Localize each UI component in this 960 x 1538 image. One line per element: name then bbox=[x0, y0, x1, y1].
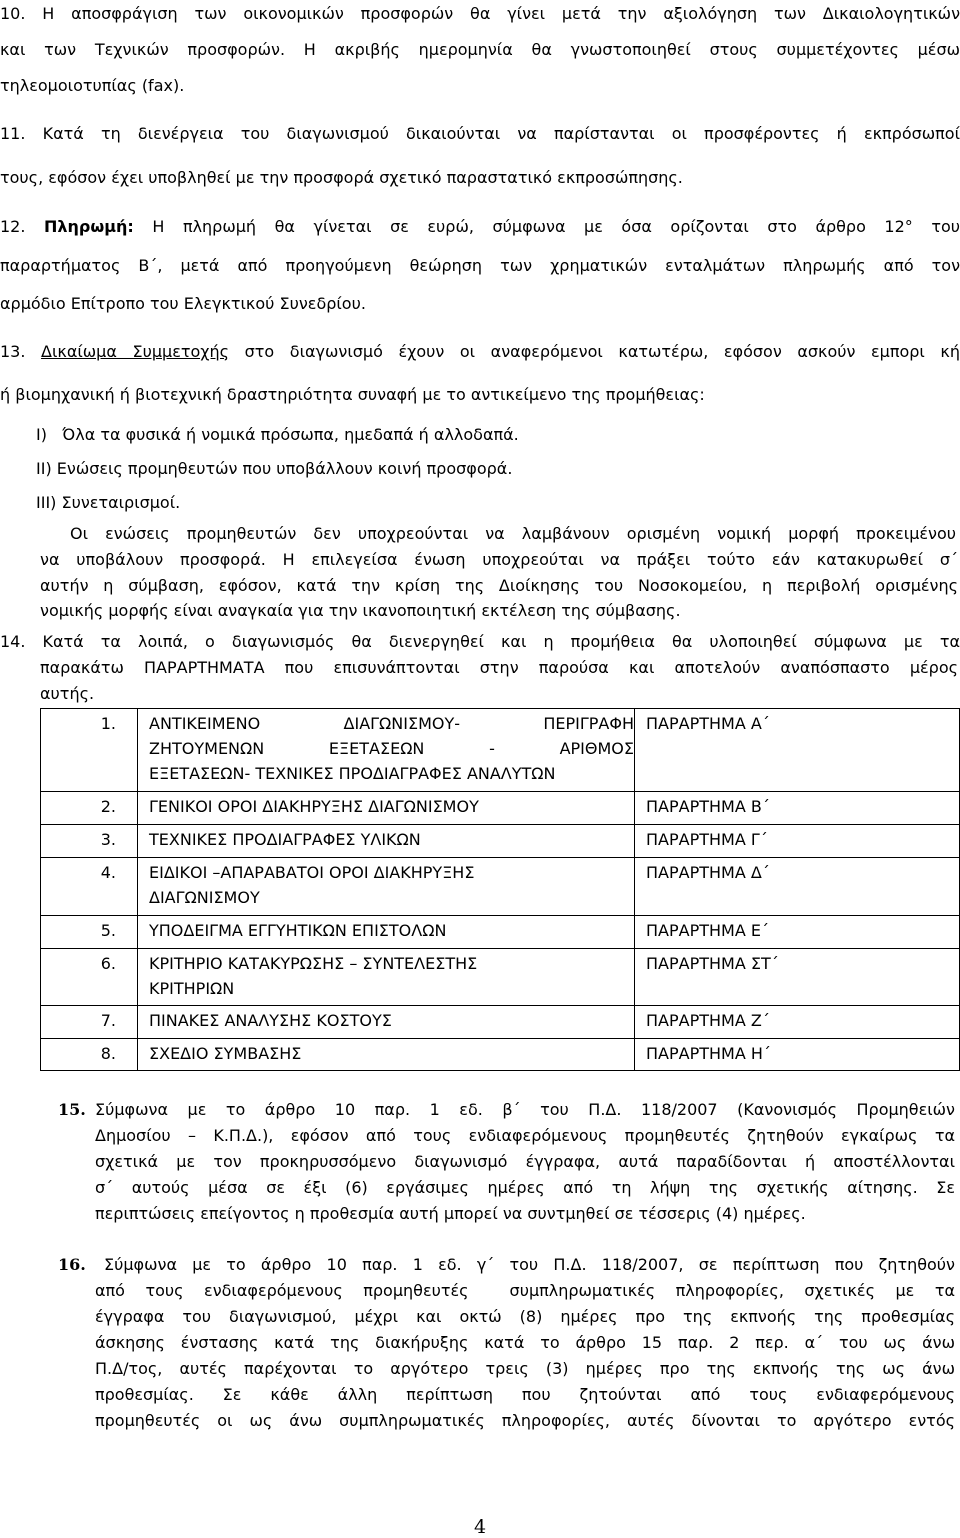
row-annex: ΠΑΡΑΡΤΗΜΑ Ε΄ bbox=[646, 921, 769, 940]
para-13-note-line-1: Οι ενώσεις προμηθευτών δεν υποχρεούνται να λαμβάνουν ορισμένη νομική μορφή προκειμένου bbox=[70, 524, 956, 543]
row-annex: ΠΑΡΑΡΤΗΜΑ Γ΄ bbox=[646, 830, 768, 849]
table-row bbox=[41, 858, 960, 916]
para-13-number: 13. bbox=[0, 342, 26, 361]
para-12-line-3: αρμόδιο Επίτροπο του Ελεγκτικού Συνεδρίου. bbox=[0, 294, 366, 313]
row-annex: ΠΑΡΑΡΤΗΜΑ Η΄ bbox=[646, 1044, 771, 1063]
para-11-line-2: τους, εφόσον έχει υποβληθεί με την προσφορά σχετικό παραστατικό εκπροσώπησης. bbox=[0, 168, 683, 187]
para-14-line-3: αυτής. bbox=[40, 684, 95, 703]
para-16-line-1: Σύμφωνα με το άρθρο 10 παρ. 1 εδ. γ΄ του Π.Δ. 118/2007, σε περίπτωση που ζητηθούν bbox=[104, 1255, 955, 1274]
para-12-text: Η πληρωμή θα γίνεται σε ευρώ, σύμφωνα με όσα ορίζονται στο άρθρο 12° του bbox=[152, 217, 960, 236]
para-14-line-1: 14. Κατά τα λοιπά, ο διαγωνισμός θα διενεργηθεί και η προμήθεια θα υλοποιηθεί σύμφωνα με τα bbox=[0, 632, 960, 651]
para-16-number: 16. bbox=[58, 1255, 86, 1274]
para-12-line-1 bbox=[0, 217, 960, 237]
table-row bbox=[41, 1006, 960, 1039]
para-13-note-line-4: νομικής μορφής είναι αναγκαία για την ικανοποιητική εκτέλεση της σύμβασης. bbox=[40, 601, 681, 620]
row-description: ΕΙΔΙΚΟΙ –ΑΠΑΡΑΒΑΤΟΙ ΟΡΟΙ ΔΙΑΚΗΡΥΞΗΣ bbox=[149, 863, 475, 882]
row-annex: ΠΑΡΑΡΤΗΜΑ ΣΤ΄ bbox=[646, 954, 779, 973]
row-description: ΤΕΧΝΙΚΕΣ ΠΡΟΔΙΑΓΡΑΦΕΣ ΥΛΙΚΩΝ bbox=[149, 830, 421, 849]
annex-table bbox=[40, 708, 960, 1071]
para-13-note-line-3: αυτήν η σύμβαση, εφόσον, κατά την κρίση της Διοίκησης του Νοσοκομείου, η περιβολή ορισμένης bbox=[40, 576, 958, 595]
para-14-line-2: παρακάτω ΠΑΡΑΡΤΗΜΑΤΑ που επισυνάπτονται στην παρούσα και αποτελούν αναπόσπαστο μέρος bbox=[40, 658, 958, 677]
para-16-line-7: προμηθευτές οι ως άνω συμπληρωματικές πληροφορίες, αυτές δίνονται το αργότερο εντός bbox=[95, 1411, 955, 1430]
table-row bbox=[41, 949, 960, 1006]
list-item: I) Όλα τα φυσικά ή νομικά πρόσωπα, ημεδαπά ή αλλοδαπά. bbox=[36, 425, 519, 444]
row-number: 8. bbox=[100, 1044, 116, 1063]
row-description: ΖΗΤΟΥΜΕΝΩΝ ΕΞΕΤΑΣΕΩΝ - ΑΡΙΘΜΟΣ bbox=[149, 739, 634, 758]
para-15-line-4: σ΄ αυτούς μέσα σε έξι (6) εργάσιμες ημέρες από τη λήψη της σχετικής αίτησης. Σε bbox=[95, 1178, 955, 1197]
para-10-line-2: και των Τεχνικών προσφορών. Η ακριβής ημερομηνία θα γνωστοποιηθεί στους συμμετέχοντες μέσω bbox=[0, 40, 960, 59]
para-12-line-2: παραρτήματος Β΄, μετά από προηγούμενη θεώρηση των χρηματικών ενταλμάτων πληρωμής από τον bbox=[0, 256, 960, 275]
para-16-line-4: άσκησης ένστασης κατά της διακήρυξης κατά το άρθρο 15 παρ. 2 περ. α΄ του ως άνω bbox=[95, 1333, 955, 1352]
row-description: ΑΝΤΙΚΕΙΜΕΝΟ ΔΙΑΓΩΝΙΣΜΟΥ- ΠΕΡΙΓΡΑΦΗ bbox=[149, 714, 634, 733]
para-15-number: 15. bbox=[58, 1100, 86, 1119]
para-13-heading: Δικαίωμα Συμμετοχής bbox=[41, 342, 230, 361]
para-16-line-3: έγγραφα του διαγωνισμού, μέχρι και οκτώ (8) ημέρες προ της εκπνοής της προθεσμίας bbox=[95, 1307, 955, 1326]
para-12-label: Πληρωμή: bbox=[44, 217, 134, 236]
row-description: ΚΡΙΤΗΡΙΟ ΚΑΤΑΚΥΡΩΣΗΣ – ΣΥΝΤΕΛΕΣΤΗΣ bbox=[149, 954, 478, 973]
para-13-note-line-2: να υποβάλουν προσφορά. Η επιλεγείσα ένωση υποχρεούται να πράξει τούτο εάν κατακυρωθεί σ΄ bbox=[40, 550, 958, 569]
para-10-line-3: τηλεομοιοτυπίας (fax). bbox=[0, 76, 185, 95]
para-15-line-3: σχετικά με τον προκηρυσσόμενο διαγωνισμό έγγραφα, αυτά παραδίδονται ή αποστέλλονται bbox=[95, 1152, 955, 1171]
row-annex: ΠΑΡΑΡΤΗΜΑ Β΄ bbox=[646, 797, 770, 816]
para-11-line-1: 11. Κατά τη διενέργεια του διαγωνισμού δικαιούνται να παρίστανται οι προσφέροντες ή εκπρόσωποί bbox=[0, 124, 960, 143]
row-number: 5. bbox=[100, 921, 116, 940]
row-number: 2. bbox=[100, 797, 116, 816]
table-row bbox=[41, 825, 960, 858]
para-16-line-2: από τους ενδιαφερόμενους προμηθευτές συμπληρωματικές πληροφορίες, σχετικές με τα bbox=[95, 1281, 955, 1300]
row-annex: ΠΑΡΑΡΤΗΜΑ Α΄ bbox=[646, 714, 770, 733]
para-15-line-2: Δημοσίου – Κ.Π.Δ.), εφόσον από τους ενδιαφερόμενους προμηθευτές ζητηθούν εγκαίρως τα bbox=[95, 1126, 955, 1145]
list-item: III) Συνεταιρισμοί. bbox=[36, 493, 181, 512]
para-10-line-1: 10. Η αποσφράγιση των οικονομικών προσφορών θα γίνει μετά την αξιολόγηση των Δικαιολογητικών bbox=[0, 4, 960, 23]
para-13-text: στο διαγωνισμό έχουν οι αναφερόμενοι κατωτέρω, εφόσον ασκούν εμπορι κή bbox=[244, 342, 960, 361]
row-number: 4. bbox=[100, 863, 116, 882]
row-annex: ΠΑΡΑΡΤΗΜΑ Ζ΄ bbox=[646, 1011, 770, 1030]
para-13-line-1 bbox=[0, 342, 960, 362]
row-description: ΠΙΝΑΚΕΣ ΑΝΑΛΥΣΗΣ ΚΟΣΤΟΥΣ bbox=[149, 1011, 392, 1030]
para-13-line-2: ή βιομηχανική ή βιοτεχνική δραστηριότητα συναφή με το αντικείμενο της προμήθειας: bbox=[0, 385, 705, 404]
para-16-line-6: προθεσμίας. Σε κάθε άλλη περίπτωση που ζητούνται από τους ενδιαφερόμενους bbox=[95, 1385, 955, 1404]
row-number: 7. bbox=[100, 1011, 116, 1030]
para-15-line-1: Σύμφωνα με το άρθρο 10 παρ. 1 εδ. β΄ του Π.Δ. 118/2007 (Κανονισμός Προμηθειών bbox=[95, 1100, 955, 1119]
row-number: 6. bbox=[100, 954, 116, 973]
list-item: II) Ενώσεις προμηθευτών που υποβάλλουν κοινή προσφορά. bbox=[36, 459, 513, 478]
para-15-line-5: περιπτώσεις επείγοντος η προθεσμία αυτή μπορεί να συντμηθεί σε τέσσερις (4) ημέρες. bbox=[95, 1204, 806, 1223]
row-number: 3. bbox=[100, 830, 116, 849]
table-row bbox=[41, 916, 960, 949]
para-12-number: 12. bbox=[0, 217, 26, 236]
row-annex: ΠΑΡΑΡΤΗΜΑ Δ΄ bbox=[646, 863, 770, 882]
para-16-line-5: Π.Δ/τος, αυτές παρέχονται το αργότερο τρεις (3) ημέρες προ της εκπνοής της ως άνω bbox=[95, 1359, 955, 1378]
page-number: 4 bbox=[473, 1516, 487, 1538]
table-row bbox=[41, 1039, 960, 1071]
row-description: ΣΧΕΔΙΟ ΣΥΜΒΑΣΗΣ bbox=[149, 1044, 302, 1063]
table-row bbox=[41, 709, 960, 792]
row-description: ΔΙΑΓΩΝΙΣΜΟΥ bbox=[149, 888, 260, 907]
row-description: ΚΡΙΤΗΡΙΩΝ bbox=[149, 979, 235, 998]
table-row bbox=[41, 792, 960, 825]
row-description: ΕΞΕΤΑΣΕΩΝ- ΤΕΧΝΙΚΕΣ ΠΡΟΔΙΑΓΡΑΦΕΣ ΑΝΑΛΥΤΩΝ bbox=[149, 764, 556, 783]
row-description: ΓΕΝΙΚΟΙ ΟΡΟΙ ΔΙΑΚΗΡΥΞΗΣ ΔΙΑΓΩΝΙΣΜΟΥ bbox=[149, 797, 479, 816]
row-description: ΥΠΟΔΕΙΓΜΑ ΕΓΓΥΗΤΙΚΩΝ ΕΠΙΣΤΟΛΩΝ bbox=[149, 921, 447, 940]
row-number: 1. bbox=[100, 714, 116, 733]
